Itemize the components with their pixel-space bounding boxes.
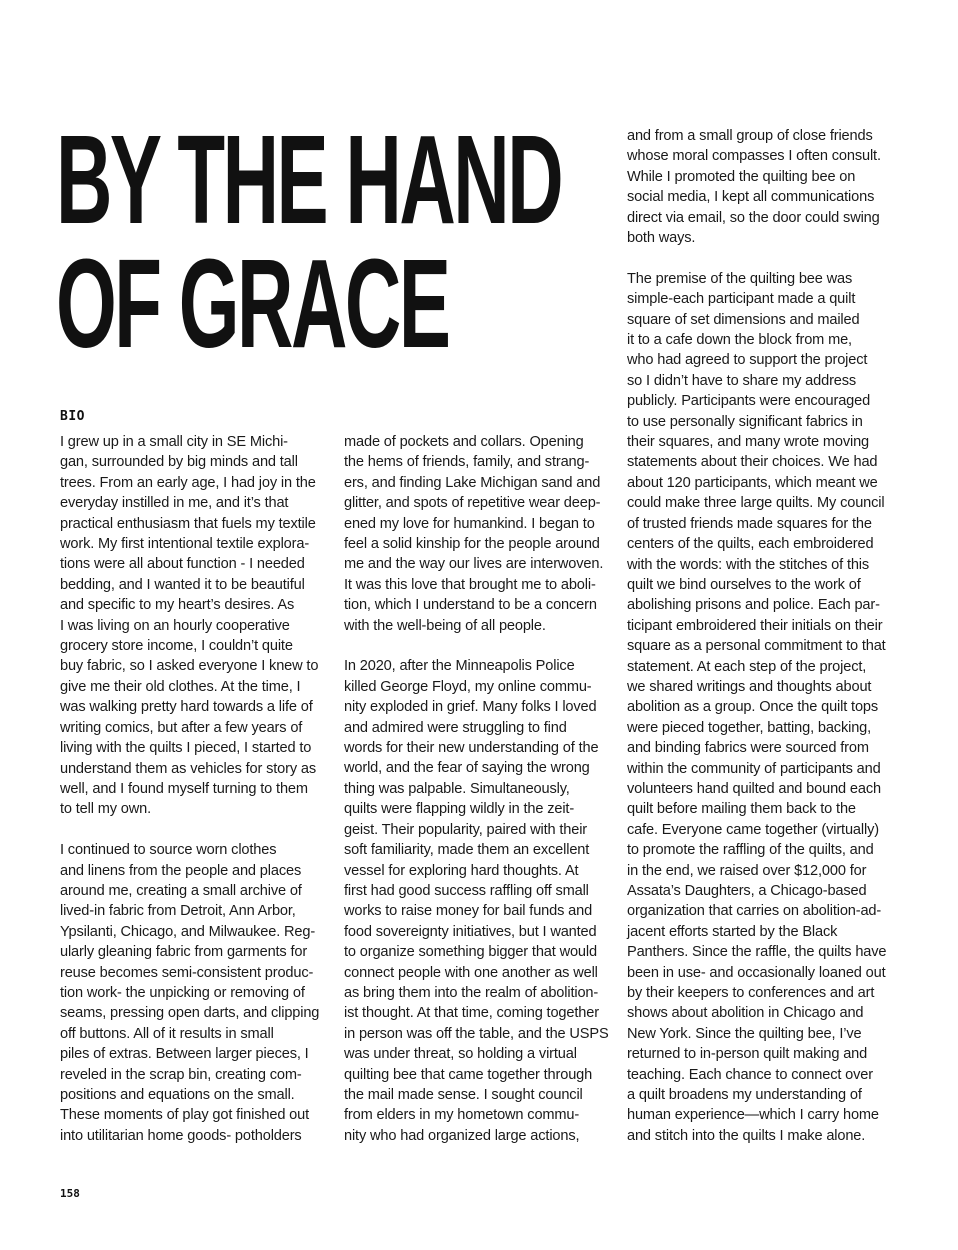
text-line: piles of extras. Between larger pieces, I [60,1046,309,1063]
title-line-1: BY THE HAND [56,109,562,250]
text-line: to use personally significant fabrics in [627,413,863,430]
text-line: and linens from the people and places [60,862,302,879]
text-line: give me their old clothes. At the time, I [60,678,301,695]
text-line: works to raise money for bail funds and [344,903,593,920]
paragraph [627,126,895,248]
text-line: abolition as a group. Once the quilt tops [627,699,879,716]
text-line: Assata’s Daughters, a Chicago-based [627,883,867,900]
text-line: could make three large quilts. My council [627,495,885,512]
text-line: everyday instilled in me, and it’s that [60,495,289,512]
text-line: a quilt broadens my understanding of [627,1087,862,1104]
text-line: and from a small group of close friends [627,128,873,144]
text-line: around me, creating a small archive of [60,882,302,899]
text-line: within the community of participants and [627,760,881,777]
text-line: understand them as vehicles for story as [60,760,317,777]
text-line: and specific to my heart’s desires. As [60,597,295,614]
text-line: as bring them into the realm of abolition- [344,984,599,1001]
text-line: quilt we bind ourselves to the work of [627,576,861,593]
text-line: Panthers. Since the raffle, the quilts have [627,944,887,961]
text-line: practical enthusiasm that fuels my textile [60,515,316,532]
text-line: to organize something bigger that would [344,944,597,961]
text-line: their squares, and many wrote moving [627,434,870,451]
text-line: New York. Since the quilting bee, I’ve [627,1025,862,1042]
paragraph [60,432,328,820]
text-line: I was living on an hourly cooperative [60,617,290,634]
text-line: ticipant embroidered their initials on their [627,617,883,634]
text-line: in person was off the table, and the USPS [344,1025,609,1042]
text-line: glitter, and spots of repetitive wear deep- [344,495,601,512]
text-line: whose moral compasses I often consult. [627,148,881,165]
text-line: well, and I found myself turning to them [60,780,308,797]
text-line: off buttons. All of it results in small [60,1025,274,1042]
text-line: simple-each participant made a quilt [627,291,856,308]
text-line: The premise of the quilting bee was [627,270,853,287]
text-line: with the well-being of all people. [344,617,546,634]
text-line: connect people with one another as well [344,964,598,981]
text-line: I grew up in a small city in SE Michi- [60,434,288,450]
text-line: centers of the quilts, each embroidered [627,536,874,553]
text-line: lived-in fabric from Detroit, Ann Arbor, [60,903,296,920]
text-line: ularly gleaning fabric from garments for [60,944,308,961]
text-line: it to a cafe down the block from me, [627,332,852,349]
text-line: reuse becomes semi-consistent produc- [60,964,314,981]
text-line: soft familiarity, made them an excellent [344,842,590,859]
text-line: direct via email, so the door could swing [627,209,880,226]
text-line: volunteers hand quilted and bound each [627,780,881,797]
text-line: These moments of play got finished out [60,1107,310,1124]
paragraph [627,269,895,1146]
text-line: vessel for exploring hard thoughts. At [344,862,579,879]
text-line: jacent efforts started by the Black [627,923,838,940]
text-line: While I promoted the quilting bee on [627,168,856,185]
text-line: nity who had organized large actions, [344,1127,580,1144]
text-line: human experience—which I carry home [627,1107,879,1124]
text-line: who had agreed to support the project [627,352,868,369]
text-line: cafe. Everyone came together (virtually) [627,821,879,838]
text-line: nity exploded in grief. Many folks I loved [344,699,597,716]
text-line: and admired were struggling to find [344,719,567,736]
text-line: tion work- the unpicking or removing of [60,984,305,1001]
text-line: words for their new understanding of the [344,740,599,757]
text-line: grocery store income, I couldn’t quite [60,638,293,655]
text-column-2 [344,432,612,1146]
text-line: ened my love for humankind. I began to [344,515,595,532]
text-line: was walking pretty hard towards a life of [60,699,313,716]
text-line: the hems of friends, family, and strang- [344,454,590,471]
text-line: quilt before mailing them back to the [627,801,856,818]
bio-section-label: BIO [60,409,85,424]
text-line: were pieced together, batting, backing, [627,719,872,736]
text-line: bedding, and I wanted it to be beautiful [60,576,305,593]
text-line: made of pockets and collars. Opening [344,434,584,450]
text-line: quilting bee that came together through [344,1066,593,1083]
text-line: gan, surrounded by big minds and tall [60,454,298,471]
text-line: I continued to source worn clothes [60,842,277,859]
text-line: It was this love that brought me to aboli- [344,576,596,593]
text-line: feel a solid kinship for the people around [344,536,600,553]
text-line: ist thought. At that time, coming together [344,1005,599,1022]
paragraph [344,432,612,636]
text-line: statement. At each step of the project, [627,658,867,675]
text-line: positions and equations on the small. [60,1086,295,1103]
text-line: killed George Floyd, my online commu- [344,678,592,695]
text-line: trees. From an early age, I had joy in the [60,474,316,491]
text-line: so I didn’t have to share my address [627,372,857,389]
paragraph [344,656,612,1146]
text-column-3 [627,126,895,1146]
page-number: 158 [60,1187,80,1200]
text-line: ers, and finding Lake Michigan sand and [344,474,601,491]
text-line: geist. Their popularity, paired with their [344,821,587,838]
text-line: and stitch into the quilts I make alone. [627,1127,866,1144]
text-line: abolishing prisons and police. Each par- [627,597,880,614]
text-line: and binding fabrics were sourced from [627,740,869,757]
text-line: first had good success raffling off small [344,882,589,899]
text-line: to promote the raffling of the quilts, and [627,842,874,859]
text-line: teaching. Each chance to connect over [627,1066,873,1083]
text-line: been in use- and occasionally loaned out [627,964,886,981]
text-line: returned to in-person quilt making and [627,1046,868,1063]
text-line: square as a personal commitment to that [627,638,886,655]
text-line: thing was palpable. Simultaneously, [344,780,570,797]
text-line: me and the way our lives are interwoven. [344,556,604,573]
text-line: seams, pressing open darts, and clipping [60,1005,320,1022]
text-line: was under threat, so holding a virtual [344,1046,577,1063]
text-line: the mail made sense. I sought council [344,1086,583,1103]
text-line: in the end, we raised over $12,000 for [627,862,867,879]
title-line-2: OF GRACE [56,233,449,374]
text-line: quilts were flapping wildly in the zeit- [344,801,575,818]
text-line: we shared writings and thoughts about [627,678,872,695]
text-line: statements about their choices. We had [627,454,878,471]
text-line: world, and the fear of saying the wrong [344,760,590,777]
text-line: tion, which I understand to be a concern [344,597,597,614]
text-line: buy fabric, so I asked everyone I knew to [60,658,319,675]
text-line: both ways. [627,230,696,247]
text-line: social media, I kept all communications [627,189,875,206]
text-line: writing comics, but after a few years of [60,719,303,736]
text-line: shows about abolition in Chicago and [627,1005,864,1022]
text-line: into utilitarian home goods- potholders [60,1127,302,1144]
text-line: to tell my own. [60,801,152,818]
paragraph [60,840,328,1146]
text-line: work. My first intentional textile explora- [60,536,310,553]
text-line: Ypsilanti, Chicago, and Milwaukee. Reg- [60,923,316,940]
text-line: with the words: with the stitches of this [627,556,870,573]
text-line: square of set dimensions and mailed [627,311,860,328]
text-column-1 [60,432,328,1146]
text-line: about 120 participants, which meant we [627,474,878,491]
article-title [56,109,562,374]
text-line: publicly. Participants were encouraged [627,393,871,410]
text-line: tions were all about function - I needed [60,556,305,573]
text-line: food sovereignty initiatives, but I wanted [344,923,597,940]
text-line: living with the quilts I pieced, I started to [60,740,312,757]
text-line: In 2020, after the Minneapolis Police [344,658,575,675]
text-line: from elders in my hometown commu- [344,1107,580,1124]
text-line: by their keepers to conferences and art [627,985,875,1002]
text-line: of trusted friends made squares for the [627,515,872,532]
text-line: organization that carries on abolition-ad- [627,903,882,920]
text-line: reveled in the scrap bin, creating com- [60,1066,302,1083]
